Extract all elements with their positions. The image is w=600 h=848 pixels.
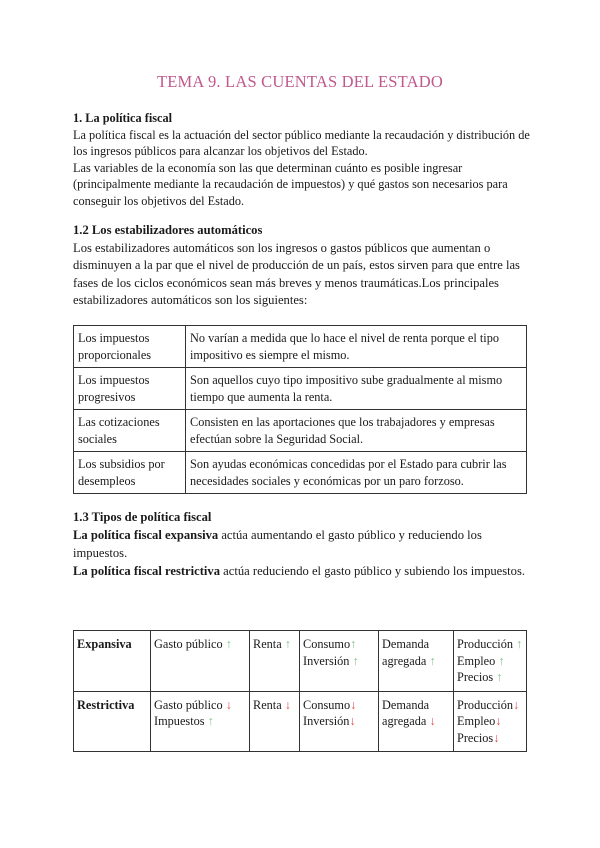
term-cell: Los impuestos progresivos <box>74 368 186 410</box>
text: Renta <box>253 637 282 651</box>
description-cell: Consisten en las aportaciones que los trabajadores y empresas efectúan sobre la Seguridad Social. <box>186 410 527 452</box>
row-label <box>74 691 151 752</box>
paragraph-restrictiva <box>73 562 533 580</box>
cell <box>250 691 300 752</box>
text: actúa reduciendo el gasto público y subiendo los impuestos. <box>220 564 526 578</box>
table-row <box>74 368 527 410</box>
cell <box>250 631 300 692</box>
bold-term: La política fiscal restrictiva <box>73 564 221 578</box>
arrow-up-icon: ↑ <box>207 714 214 728</box>
table-row <box>74 326 527 368</box>
label: Restrictiva <box>77 697 135 712</box>
arrow-up-icon: ↑ <box>516 637 523 651</box>
paragraph: Las variables de la economía son las que determinan cuánto es posible ingresar (principalmente mediante la recaudación de impuestos) y qué gastos son necesarios para conseguir los objetivos del Estado. <box>73 160 508 208</box>
section-heading: 1. La política fiscal <box>73 111 173 125</box>
arrow-down-icon: ↓ <box>429 714 436 728</box>
cell <box>454 631 527 692</box>
text: Renta <box>253 697 282 712</box>
arrow-up-icon: ↑ <box>496 670 503 684</box>
section-tipos <box>73 508 533 580</box>
arrow-up-icon: ↑ <box>284 637 291 651</box>
cell <box>300 631 379 692</box>
text: Demanda agregada <box>382 637 430 668</box>
stabilizers-table <box>73 325 527 494</box>
text: Gasto público <box>154 697 223 712</box>
description-cell: Son aquellos cuyo tipo impositivo sube gradualmente al mismo tiempo que aumenta la renta. <box>186 368 527 410</box>
text: Producción <box>457 637 514 651</box>
section-heading: 1.3 Tipos de política fiscal <box>73 510 212 524</box>
text: Gasto público <box>154 637 223 651</box>
policy-effects-table <box>73 630 527 752</box>
section-politica-fiscal <box>73 110 533 210</box>
description-cell: No varían a medida que lo hace el nivel de renta porque el tipo impositivo es siempre el mismo. <box>186 326 527 368</box>
bold-term: La política fiscal expansiva <box>73 528 219 542</box>
text: Demanda agregada <box>382 697 430 728</box>
text: Inversión <box>303 653 350 668</box>
text: Empleo <box>457 653 496 668</box>
arrow-up-icon: ↑ <box>498 653 505 668</box>
term-cell: Los impuestos proporcionales <box>74 326 186 368</box>
cell <box>151 631 250 692</box>
table-row-expansiva <box>74 631 527 692</box>
arrow-up-icon: ↑ <box>225 637 232 651</box>
text: Consumo <box>303 697 351 712</box>
arrow-up-icon: ↑ <box>350 637 357 651</box>
text: Producción <box>457 697 514 712</box>
arrow-down-icon: ↓ <box>350 697 357 712</box>
cell <box>379 691 454 752</box>
text: Empleo <box>457 714 496 728</box>
arrow-down-icon: ↓ <box>493 730 500 745</box>
cell <box>379 631 454 692</box>
description-cell: Son ayudas económicas concedidas por el Estado para cubrir las necesidades sociales y económicas por un paro forzoso. <box>186 452 527 494</box>
table-row <box>74 452 527 494</box>
text: Precios <box>457 730 494 745</box>
paragraph: Los estabilizadores automáticos son los ingresos o gastos públicos que aumentan o disminuyen a la par que el nivel de producción de un país, estos sirven para que entre las fases de los ciclos económicos sean más breves y menos traumáticas.Los principales estabilizadores automáticos son los siguientes: <box>73 240 520 307</box>
cell <box>454 691 527 752</box>
row-label <box>74 631 151 692</box>
arrow-up-icon: ↑ <box>352 653 359 668</box>
term-cell: Las cotizaciones sociales <box>74 410 186 452</box>
page-title: TEMA 9. LAS CUENTAS DEL ESTADO <box>157 72 443 91</box>
text: Precios <box>457 670 494 684</box>
arrow-down-icon: ↓ <box>513 697 520 712</box>
arrow-down-icon: ↓ <box>284 697 291 712</box>
table-row <box>74 410 527 452</box>
text: Impuestos <box>154 714 205 728</box>
paragraph: La política fiscal es la actuación del sector público mediante la recaudación y distribución de los ingresos públicos para alcanzar los objetivos del Estado. <box>73 127 530 159</box>
label: Expansiva <box>77 637 132 651</box>
text: actúa aumentando el gasto público y reduciendo los impuestos. <box>73 528 482 560</box>
text: Inversión <box>303 714 350 728</box>
arrow-down-icon: ↓ <box>349 714 356 728</box>
section-heading: 1.2 Los estabilizadores automáticos <box>73 223 263 237</box>
arrow-down-icon: ↓ <box>495 714 502 728</box>
arrow-up-icon: ↑ <box>429 653 436 668</box>
paragraph-expansiva <box>73 526 533 562</box>
cell <box>151 691 250 752</box>
section-estabilizadores <box>73 222 533 310</box>
cell <box>300 691 379 752</box>
arrow-down-icon: ↓ <box>225 697 232 712</box>
term-cell: Los subsidios por desempleos <box>74 452 186 494</box>
table-row-restrictiva <box>74 691 527 752</box>
text: Consumo <box>303 637 351 651</box>
